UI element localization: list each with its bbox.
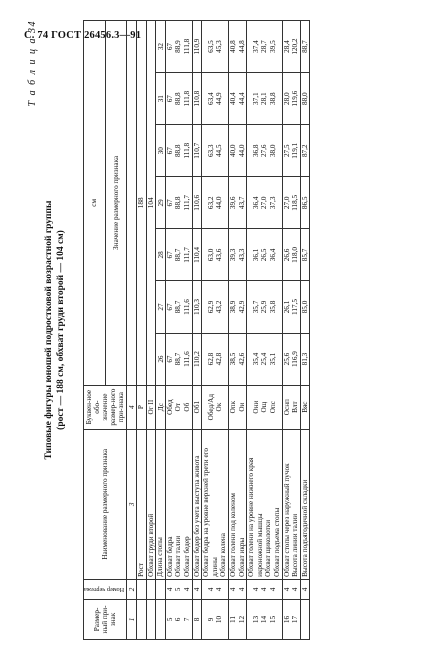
row-value: 63,4 44,9 [202,73,229,125]
row-value: 28,0 119,6 [282,73,300,125]
row-value: 62,8 42,8 [202,333,229,385]
row-value: 110,9 [192,21,202,73]
row-value: 36,1 26,5 36,4 [247,229,282,281]
row-value: 63,3 44,5 [202,125,229,177]
data-table [83,20,310,640]
table-title-line2: (рост — 188 см, обхват груди второй — 104 см) [56,230,66,430]
row-value: 85,0 [300,281,310,333]
page-header: С. 74 ГОСТ 26456.3—91 [24,30,142,41]
colnum-4: 4 [127,385,137,429]
table-label: Т а б л и ц а 34 [27,20,38,107]
colnum-3: 3 [127,429,137,579]
row-name: Обхват бедер без учета выступа живота [192,429,202,579]
data-rows [165,21,310,640]
row-value: 110,6 [192,177,202,229]
colnum-2: 2 [127,579,137,599]
row-number: 8 [192,599,202,639]
row-value: 35,4 25,4 35,1 [247,333,282,385]
row-number [300,599,310,639]
row-value: 67 88,8 111,8 [165,73,192,125]
row-value: 63,2 44,0 [202,177,229,229]
table-row [247,21,282,640]
stopa-32: 32 [156,21,166,73]
table-title [43,60,67,600]
drawing-number: 4 [192,579,202,599]
row-value: 88,0 [300,73,310,125]
row-value: 81,3 [300,333,310,385]
rotated-table-block [27,20,397,640]
row-symbol: Они Ощ Опс [247,385,282,429]
row-value: 26,6 118,0 [282,229,300,281]
row-value: 67 88,7 111,6 [165,333,192,385]
row-value: 67 88,8 111,8 [165,125,192,177]
table-row [300,21,310,640]
row-value: 37,4 28,7 39,5 [247,21,282,73]
row-value: 40,4 44,4 [229,73,247,125]
stopa-28: 28 [156,229,166,281]
table-row [165,21,192,640]
table-row [229,21,247,640]
row-value: 85,7 [300,229,310,281]
stopa-31: 31 [156,73,166,125]
header-col-symbol: Буквен-ное обо-значение размер-ного при-знака [84,385,127,429]
header-col-num: Размер-ный при-знак [84,599,127,639]
row-value: 40,8 44,8 [229,21,247,73]
row-value: 27,0 118,5 [282,177,300,229]
row-number: 16 17 [282,599,300,639]
row-value: 87,2 [300,125,310,177]
header-units: см [84,21,106,386]
row-value: 67 88,7 111,7 [165,229,192,281]
row-symbol: Об1 [192,385,202,429]
drawing-number: 4 4 4 [247,579,282,599]
stopa-26: 26 [156,333,166,385]
row-value: 25,6 116,9 [282,333,300,385]
row-value: 110,8 [192,73,202,125]
table-row [202,21,229,640]
row-value: 28,4 120,2 [282,21,300,73]
row-value: 63,5 45,3 [202,21,229,73]
row-value: 110,3 [192,281,202,333]
row-number: 5 6 7 [165,599,192,639]
row-value: 37,1 28,1 38,8 [247,73,282,125]
row-symbol: Оснп Влт [282,385,300,429]
row-name: Обхват стопы через наружный пучок Высота линии талии [282,429,300,579]
row-value: 38,5 42,6 [229,333,247,385]
row-number: 9 10 [202,599,229,639]
stopa-30: 30 [156,125,166,177]
drawing-number: 4 4 [202,579,229,599]
row-name: Обхват голени под коленом Обхват икры [229,429,247,579]
row-name: Обхват бедра Обхват талии Обхват бедер [165,429,192,579]
row-name: Высота подъягодичной складки [300,429,310,579]
row-value: 26,1 117,5 [282,281,300,333]
row-og2-value: 104 [146,21,156,386]
row-value: 62,9 43,2 [202,281,229,333]
row-value: 67 88,9 111,8 [165,21,192,73]
row-number: 11 12 [229,599,247,639]
stopa-27: 27 [156,281,166,333]
table-row [282,21,300,640]
drawing-number: 4 4 [229,579,247,599]
row-value: 38,9 42,9 [229,281,247,333]
row-og2-symbol: Ог II [146,385,156,429]
row-value: 110,4 [192,229,202,281]
row-og2-label: Обхват груди второй [146,429,156,579]
row-value: 39,6 43,7 [229,177,247,229]
row-value: 36,4 27,0 37,3 [247,177,282,229]
header-col-name: Наименование размерного признака [84,429,127,579]
row-name: Обхват бедра на уровне верхней трети его длины Обхват колена [202,429,229,579]
drawing-number: 4 5 4 [165,579,192,599]
row-symbol: Вяс [300,385,310,429]
row-value: 40,0 44,0 [229,125,247,177]
table-title-line1: Типовые фигуры юношей подростковой возрастной группы [44,200,54,460]
row-symbol: Обед/Ад Ок [202,385,229,429]
row-value: 27,5 119,1 [282,125,300,177]
table-row [192,21,202,640]
row-stopa-label: Длина стопы [156,429,166,579]
stopa-29: 29 [156,177,166,229]
row-rost-label: Рост [137,429,147,579]
row-value: 110,2 [192,333,202,385]
header-values-title: Значение размерного признака [105,21,127,386]
row-number: 13 14 15 [247,599,282,639]
row-value: 35,7 25,9 35,8 [247,281,282,333]
row-value: 36,8 27,6 38,0 [247,125,282,177]
row-value: 110,7 [192,125,202,177]
row-rost-symbol: Р [137,385,147,429]
colnum-values [127,21,137,386]
row-value: 86,5 [300,177,310,229]
row-name: Обхват голени на уровне нижнего края икроножной мышцы Обхват щиколотки Обхват подъема стопы [247,429,282,579]
drawing-number: 4 4 [282,579,300,599]
drawing-number: 4 [300,579,310,599]
row-symbol: Обед От Об [165,385,192,429]
row-rost-value: 188 [137,21,147,386]
row-value: 88,7 [300,21,310,73]
row-value: 67 88,8 111,7 [165,177,192,229]
header-col-drawing: Номер чертежа [84,579,127,599]
row-symbol: Опк Ои [229,385,247,429]
colnum-1: 1 [127,599,137,639]
row-value: 67 88,7 111,6 [165,281,192,333]
row-stopa-symbol: Дс [156,385,166,429]
row-value: 63,0 43,6 [202,229,229,281]
row-value: 39,3 43,3 [229,229,247,281]
